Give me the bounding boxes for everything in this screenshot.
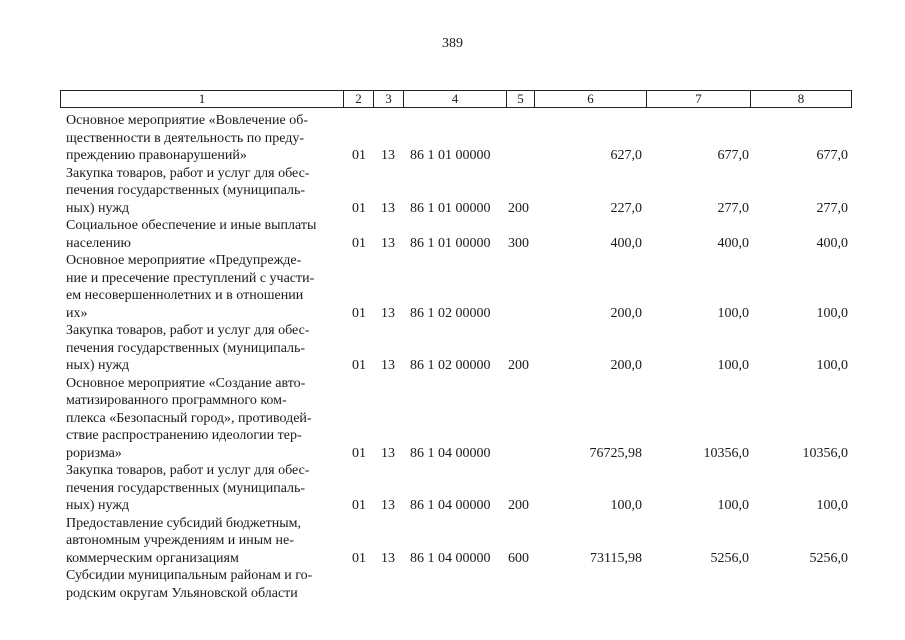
cell-c7: 5256,0 xyxy=(710,550,749,566)
cell-c7: 277,0 xyxy=(717,200,749,216)
header-col-6: 6 xyxy=(534,91,646,107)
cell-c8: 677,0 xyxy=(816,148,848,163)
cell-c3: 13 xyxy=(381,235,395,251)
description-line: роризма» xyxy=(66,445,122,461)
row-description xyxy=(66,217,344,252)
cell-c7: 100,0 xyxy=(717,305,749,321)
cell-c5: 200 xyxy=(508,358,529,373)
cell-c3: 13 xyxy=(381,305,395,321)
cell-c8: 5256,0 xyxy=(809,550,848,566)
cell-c6: 400,0 xyxy=(610,235,642,251)
cell-c5: 200 xyxy=(508,200,529,216)
table-header-row xyxy=(60,90,852,108)
description-line: ние и пресечение преступлений с участи- xyxy=(66,270,315,286)
cell-c2: 01 xyxy=(352,358,366,373)
cell-c6: 200,0 xyxy=(610,305,642,321)
description-line: ем несовершеннолетних и в отношении xyxy=(66,288,304,303)
description-line: родским округам Ульяновской области xyxy=(66,585,298,601)
cell-c5: 600 xyxy=(508,550,529,566)
cell-c2: 01 xyxy=(352,550,366,566)
cell-c6: 73115,98 xyxy=(590,550,642,566)
description-line: автономным учреждениям и иным не- xyxy=(66,533,294,548)
description-line: печения государственных (муниципаль- xyxy=(66,183,306,198)
cell-c5: 300 xyxy=(508,235,529,251)
header-col-4: 4 xyxy=(403,91,506,107)
cell-c4: 86 1 02 00000 xyxy=(410,358,491,373)
cell-c7: 100,0 xyxy=(717,498,749,513)
page-number: 389 xyxy=(442,36,463,51)
cell-c8: 100,0 xyxy=(816,305,848,321)
description-line: Субсидии муниципальным районам и го- xyxy=(66,568,313,583)
description-line: плекса «Безопасный город», противодей- xyxy=(66,410,312,426)
cell-c6: 76725,98 xyxy=(589,445,642,461)
cell-c2: 01 xyxy=(352,235,366,251)
row-description xyxy=(66,375,344,463)
header-col-7: 7 xyxy=(646,91,750,107)
cell-c6: 100,0 xyxy=(610,498,642,513)
description-line: печения государственных (муниципаль- xyxy=(66,480,306,496)
cell-c3: 13 xyxy=(381,148,395,163)
cell-c4: 86 1 01 00000 xyxy=(410,235,491,251)
cell-c7: 677,0 xyxy=(717,148,749,163)
description-line: Основное мероприятие «Предупрежде- xyxy=(66,253,302,268)
description-line: матизированного программного ком- xyxy=(66,393,287,408)
header-col-1: 1 xyxy=(198,91,206,106)
cell-c2: 01 xyxy=(352,305,366,321)
cell-c2: 01 xyxy=(352,445,366,461)
row-description xyxy=(66,322,344,375)
cell-c8: 400,0 xyxy=(816,235,848,251)
cell-c6: 627,0 xyxy=(610,148,642,163)
cell-c4: 86 1 04 00000 xyxy=(410,498,491,513)
header-col-5: 5 xyxy=(506,91,534,107)
row-description xyxy=(66,515,344,568)
cell-c4: 86 1 04 00000 xyxy=(410,445,491,461)
description-line: Основное мероприятие «Вовлечение об- xyxy=(66,113,308,128)
cell-c2: 01 xyxy=(352,148,366,163)
description-line: щественности в деятельность по преду- xyxy=(66,130,305,146)
budget-table xyxy=(60,90,852,640)
cell-c4: 86 1 01 00000 xyxy=(410,148,491,163)
description-line: ствие распространению идеологии тер- xyxy=(66,428,302,443)
cell-c8: 100,0 xyxy=(816,358,848,373)
row-description xyxy=(66,567,344,602)
row-description xyxy=(66,462,344,515)
row-description xyxy=(66,252,344,322)
cell-c3: 13 xyxy=(381,445,395,461)
cell-c5: 200 xyxy=(508,498,529,513)
description-line: ных) нужд xyxy=(66,200,130,216)
cell-c3: 13 xyxy=(381,200,395,216)
description-line: печения государственных (муниципаль- xyxy=(66,340,306,356)
cell-c4: 86 1 01 00000 xyxy=(410,200,491,216)
description-line: ных) нужд xyxy=(66,498,130,513)
cell-c2: 01 xyxy=(352,200,366,216)
cell-c3: 13 xyxy=(381,498,395,513)
description-line: преждению правонарушений» xyxy=(66,148,247,163)
cell-c3: 13 xyxy=(381,358,395,373)
description-line: ных) нужд xyxy=(66,358,130,373)
cell-c6: 200,0 xyxy=(610,358,642,373)
cell-c6: 227,0 xyxy=(610,200,642,216)
cell-c2: 01 xyxy=(352,498,366,513)
description-line: коммерческим организациям xyxy=(66,550,239,566)
header-col-8: 8 xyxy=(750,91,851,107)
description-line: Основное мероприятие «Создание авто- xyxy=(66,375,306,391)
header-col-3: 3 xyxy=(373,91,403,107)
header-col-2: 2 xyxy=(343,91,373,107)
description-line: Закупка товаров, работ и услуг для обес- xyxy=(66,323,310,338)
cell-c4: 86 1 02 00000 xyxy=(410,305,491,321)
description-line: Закупка товаров, работ и услуг для обес- xyxy=(66,165,310,181)
cell-c7: 100,0 xyxy=(717,358,749,373)
cell-c8: 10356,0 xyxy=(802,445,848,461)
cell-c7: 400,0 xyxy=(717,235,749,251)
cell-c7: 10356,0 xyxy=(703,445,749,461)
description-line: Социальное обеспечение и иные выплаты xyxy=(66,218,317,233)
cell-c8: 100,0 xyxy=(816,498,848,513)
description-line: Предоставление субсидий бюджетным, xyxy=(66,515,302,531)
description-line: Закупка товаров, работ и услуг для обес- xyxy=(66,463,310,478)
row-description xyxy=(66,165,344,218)
row-description xyxy=(66,112,344,165)
cell-c4: 86 1 04 00000 xyxy=(410,550,491,566)
description-line: их» xyxy=(66,305,88,321)
description-line: населению xyxy=(66,235,131,251)
cell-c8: 277,0 xyxy=(816,200,848,216)
cell-c3: 13 xyxy=(381,550,395,566)
